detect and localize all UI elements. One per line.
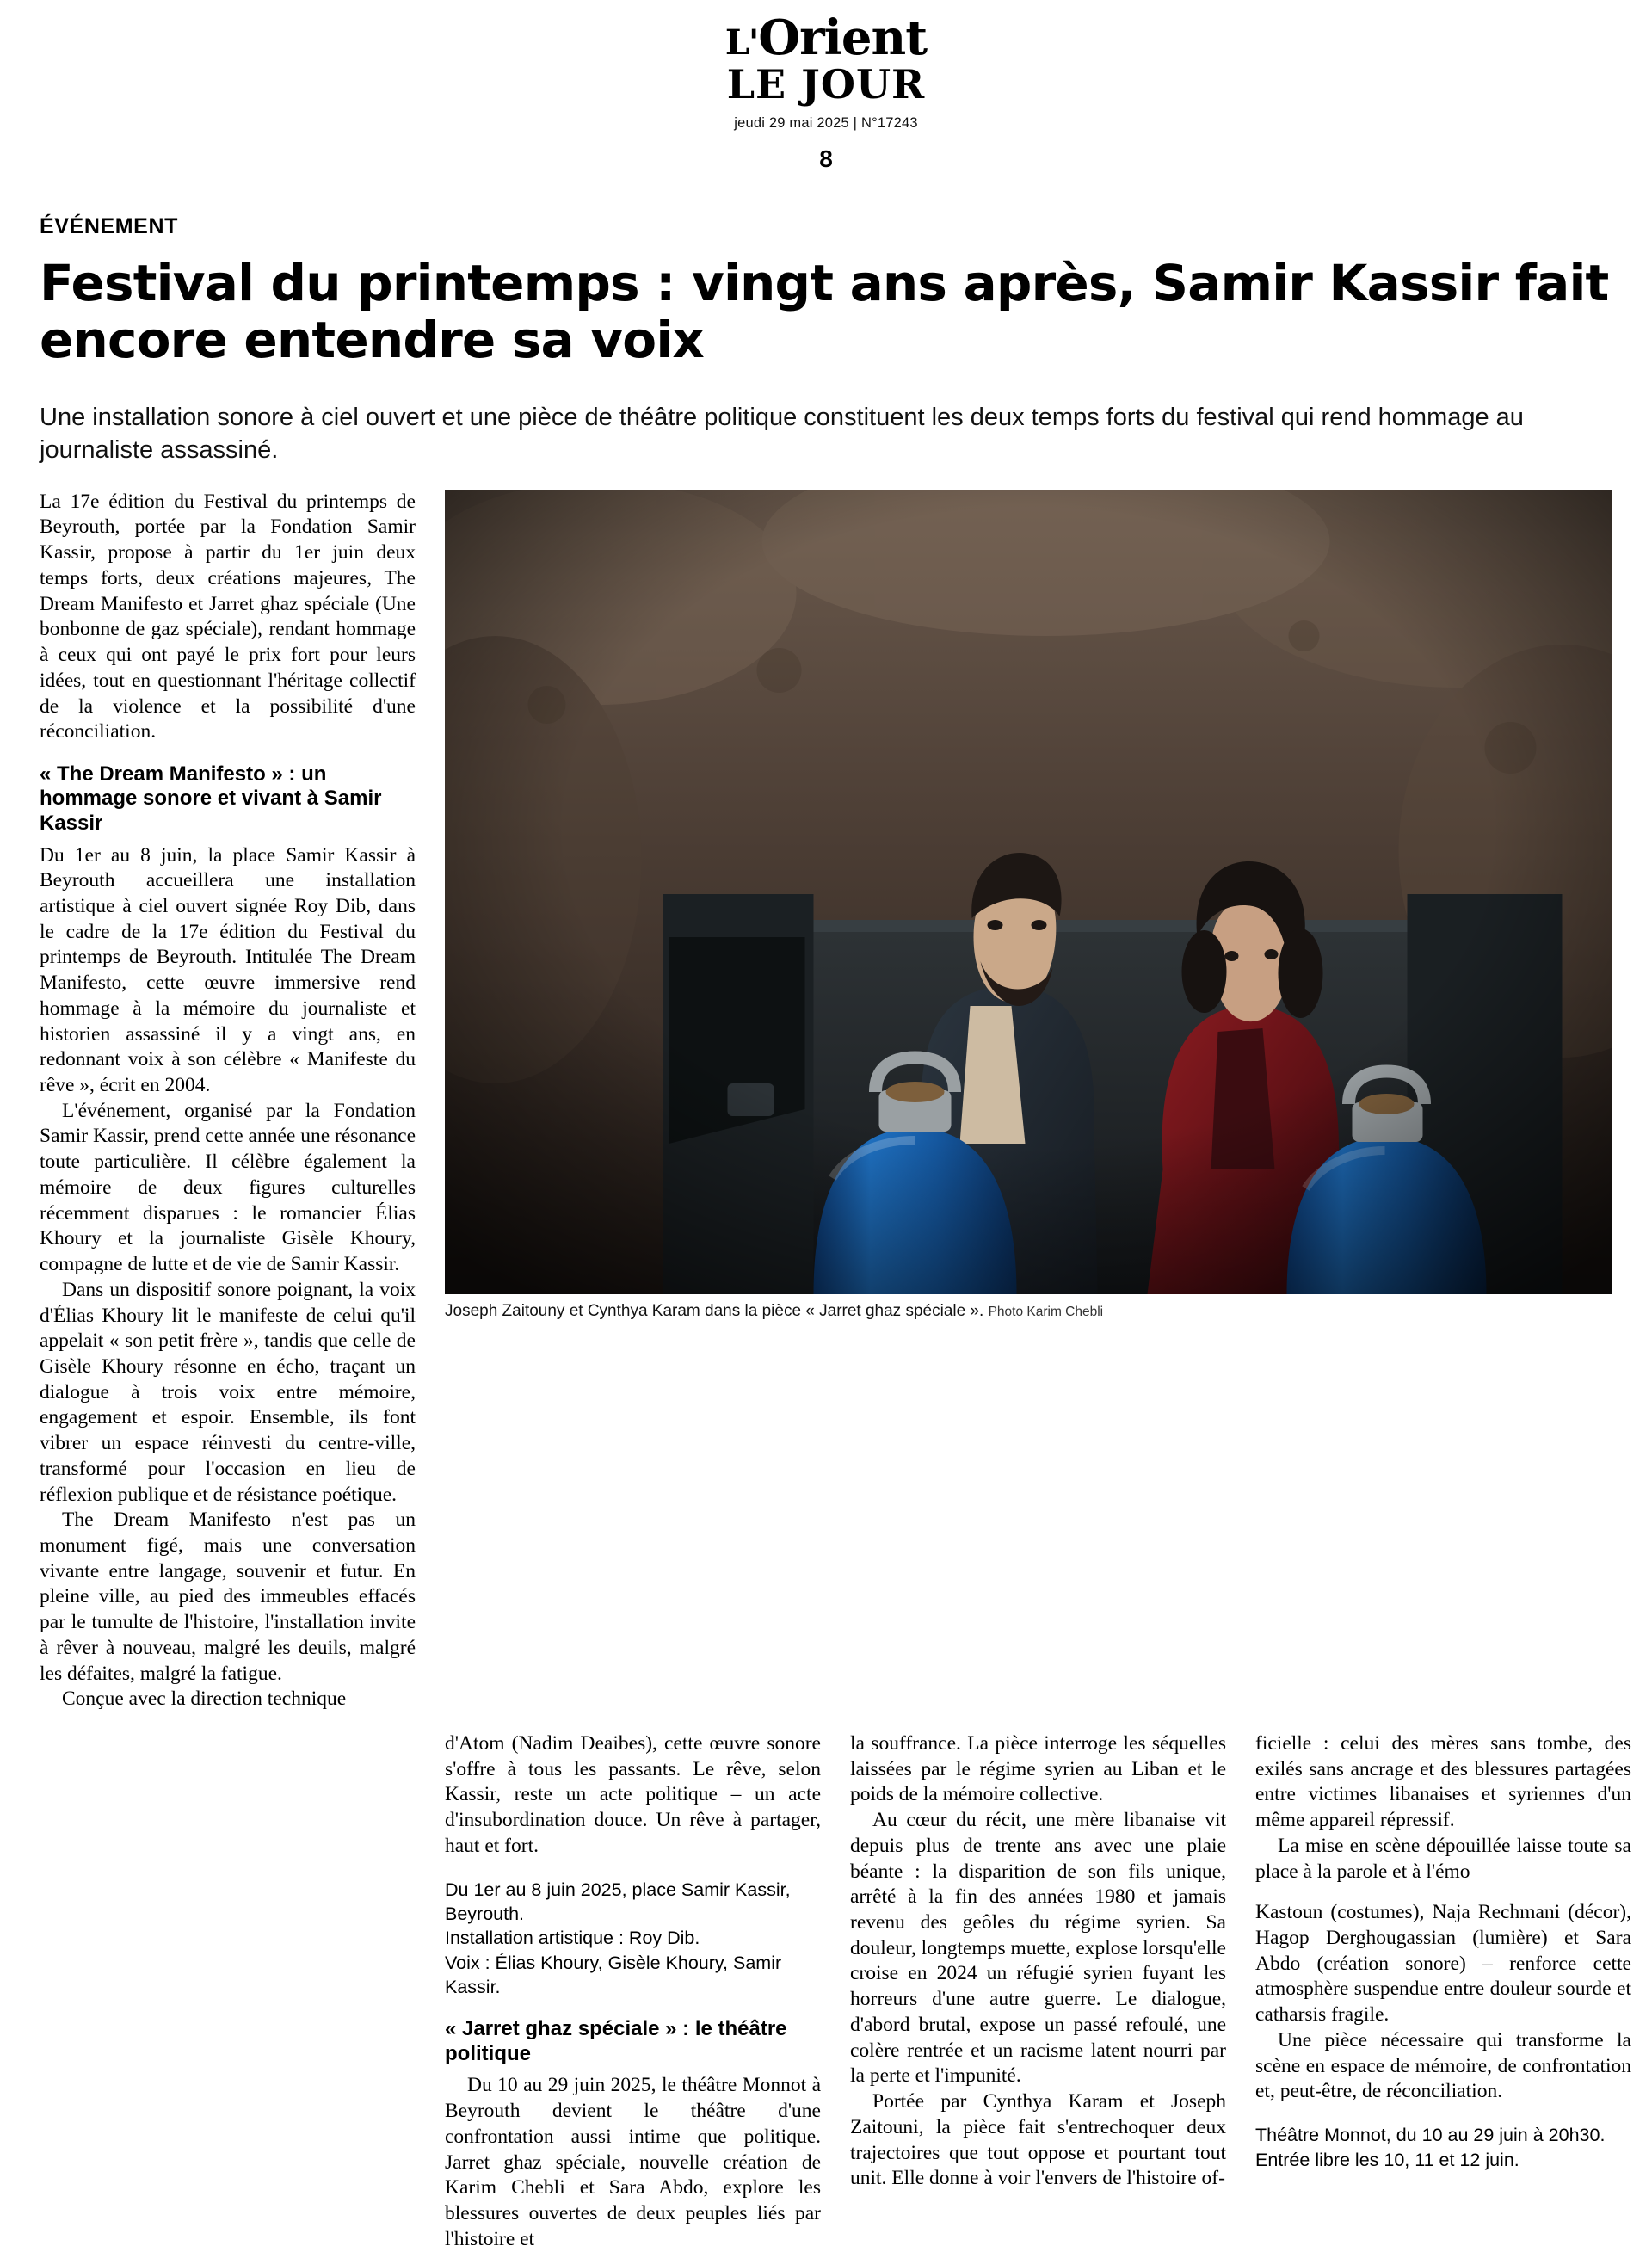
- article-column-1-continued: [40, 1731, 416, 2252]
- paragraph: ficielle : celui des mères sans tombe, des exilés sans ancrage et des blessures partagées entre victimes libanaises et syriennes d'un même appareil répressif.: [1255, 1732, 1631, 1832]
- paragraph: Conçue avec la direction technique: [62, 1687, 347, 1711]
- logo-main: Orient: [758, 9, 928, 66]
- info-line: Entrée libre les 10, 11 et 12 juin.: [1255, 2150, 1519, 2171]
- info-block-dream-manifesto: [445, 1879, 821, 2001]
- photo-credit: Photo Karim Chebli: [988, 1304, 1104, 1319]
- issue-date-line: jeudi 29 mai 2025 | N°17243: [734, 115, 918, 132]
- photo-caption: [445, 1302, 1612, 1321]
- info-line: Voix : Élias Khoury, Gisèle Khoury, Samir Kassir.: [445, 1953, 782, 1998]
- photo-illustration: [445, 490, 1612, 1294]
- info-line: Théâtre Monnot, du 10 au 29 juin à 20h30.: [1255, 2125, 1606, 2146]
- paragraph: Kastoun (costumes), Naja Rechmani (décor), Hagop Derghougassian (lumière) et Sara Abdo (création sonore) – renforce cette atmosphère suspendue entre douleur sourde et catharsis fragile.: [1255, 1901, 1631, 2027]
- paragraph: Dans un dispositif sonore poignant, la voix d'Élias Khoury lit le manifeste de celui qu'il appelait « son petit frère », tandis que celle de Gisèle Khoury résonne en écho, traçant un dialogue à trois voix entre mémoire, engagement et espoir. Ensemble, ils font vibrer un espace réinvesti du centre-ville, transformé pour l'occasion en lieu de réflexion publique et de résistance poétique.: [40, 1278, 416, 1506]
- page-number: 8: [819, 145, 833, 173]
- body-section: [40, 1731, 1631, 2252]
- paragraph: Une pièce nécessaire qui transforme la scène en espace de mémoire, de confrontation et, peut-être, de réconciliation.: [1255, 2028, 1631, 2103]
- top-section: [40, 490, 1612, 1712]
- info-line: Installation artistique : Roy Dib.: [445, 1928, 700, 1949]
- paragraph: la souffrance. La pièce interroge les séquelles laissées par le régime syrien au Liban et le poids de la mémoire collective.: [850, 1732, 1226, 1806]
- article-headline: Festival du printemps : vingt ans après, Samir Kassir fait encore entendre sa voix: [40, 254, 1609, 370]
- article-column-4: [1255, 1731, 1631, 2252]
- paragraph: The Dream Manifesto n'est pas un monument figé, mais une conversation vivante entre langage, souvenir et futur. En pleine ville, au pied des immeubles effacés par le tumulte de l'histoire, l'installation invite à rêver à nouveau, malgré les deuils, malgré les défaites, malgré la fatigue.: [40, 1509, 416, 1685]
- paragraph: Portée par Cynthya Karam et Joseph Zaitouni, la pièce fait s'entrechoquer deux trajectoires que tout oppose et pourtant tout unit. Elle donne à voir l'envers de l'histoire of-: [850, 2090, 1226, 2190]
- subheading-jarret-ghaz: « Jarret ghaz spéciale » : le théâtre politique: [445, 2017, 787, 2065]
- logo-prefix: L': [724, 22, 759, 63]
- publication-logo-line2: LE JOUR: [726, 61, 926, 108]
- section-kicker: ÉVÉNEMENT: [40, 214, 178, 239]
- paragraph: Du 1er au 8 juin, la place Samir Kassir à Beyrouth accueillera une installation artistique à ciel ouvert signée Roy Dib, dans le cadre de la 17e édition du Festival du printemps de Beyrouth. Intitulée The Dream Manifesto, cette œuvre immersive rend hommage à la mémoire du journaliste et historien assassiné il y a vingt ans, en redonnant voix à son célèbre « Manifeste du rêve », écrit en 2004.: [40, 843, 416, 1097]
- info-line: Du 1er au 8 juin 2025, place Samir Kassir, Beyrouth.: [445, 1879, 791, 1924]
- paragraph: L'événement, organisé par la Fondation Samir Kassir, prend cette année une résonance toute particulière. Il célèbre également la mémoire de deux figures culturelles récemment disparues : le romancier Élias Khoury et la journaliste Gisèle Khoury, compagne de lutte et de vie de Samir Kassir.: [40, 1099, 416, 1276]
- article-column-3: [850, 1731, 1226, 2252]
- masthead: [40, 0, 1612, 173]
- article-column-1: [40, 490, 416, 1712]
- publication-logo-line1: [40, 9, 1612, 66]
- paragraph: Au cœur du récit, une mère libanaise vit depuis plus de trente ans avec une plaie béante : la disparition de son fils unique, arrêté à la fin des années 1980 et jamais revenu des geôles du régime syrien. Sa douleur, longtemps muette, explose lorsqu'elle croise en 2024 un réfugié syrien fuyant les horreurs d'une autre guerre. Le dialogue, d'abord brutal, expose un passé refoulé, une colère rentrée et un racisme latent nourri par la perte et l'impunité.: [850, 1809, 1226, 2088]
- paragraph: La 17e édition du Festival du printemps de Beyrouth, portée par la Fondation Samir Kassir, propose à partir du 1er juin deux temps forts, deux créations majeures, The Dream Manifesto et Jarret ghaz spéciale (Une bonbonne de gaz spéciale), rendant hommage à ceux qui ont payé le prix fort pour leurs idées, tout en questionnant l'héritage collectif de la violence et la possibilité d'une réconciliation.: [40, 490, 416, 743]
- photo-caption-text: Joseph Zaitouny et Cynthya Karam dans la pièce « Jarret ghaz spéciale ».: [445, 1301, 984, 1320]
- paragraph: Du 10 au 29 juin 2025, le théâtre Monnot à Beyrouth devient le théâtre d'une confrontation aussi intime que politique. Jarret ghaz spéciale, nouvelle création de Karim Chebli et Sara Abdo, explore les blessures ouvertes de deux peuples liés par l'histoire et: [445, 2074, 821, 2250]
- paragraph: La mise en scène dépouillée laisse toute sa place à la parole et à l'émo: [1255, 1834, 1631, 1883]
- article-photo: [445, 490, 1612, 1294]
- article-column-2: [445, 1731, 821, 2252]
- paragraph: d'Atom (Nadim Deaibes), cette œuvre sonore s'offre à tous les passants. Le rêve, selon Kassir, reste un acte politique – un acte d'insubordination douce. Un rêve à partager, haut et fort.: [445, 1732, 821, 1857]
- subheading-dream-manifesto: « The Dream Manifesto » : un hommage sonore et vivant à Samir Kassir: [40, 762, 382, 836]
- info-block-theatre-monnot: [1255, 2124, 1631, 2173]
- photo-block: [445, 490, 1612, 1712]
- article-standfirst: Une installation sonore à ciel ouvert et une pièce de théâtre politique constituent les deux temps forts du festival qui rend hommage au journaliste assassiné.: [40, 404, 1524, 465]
